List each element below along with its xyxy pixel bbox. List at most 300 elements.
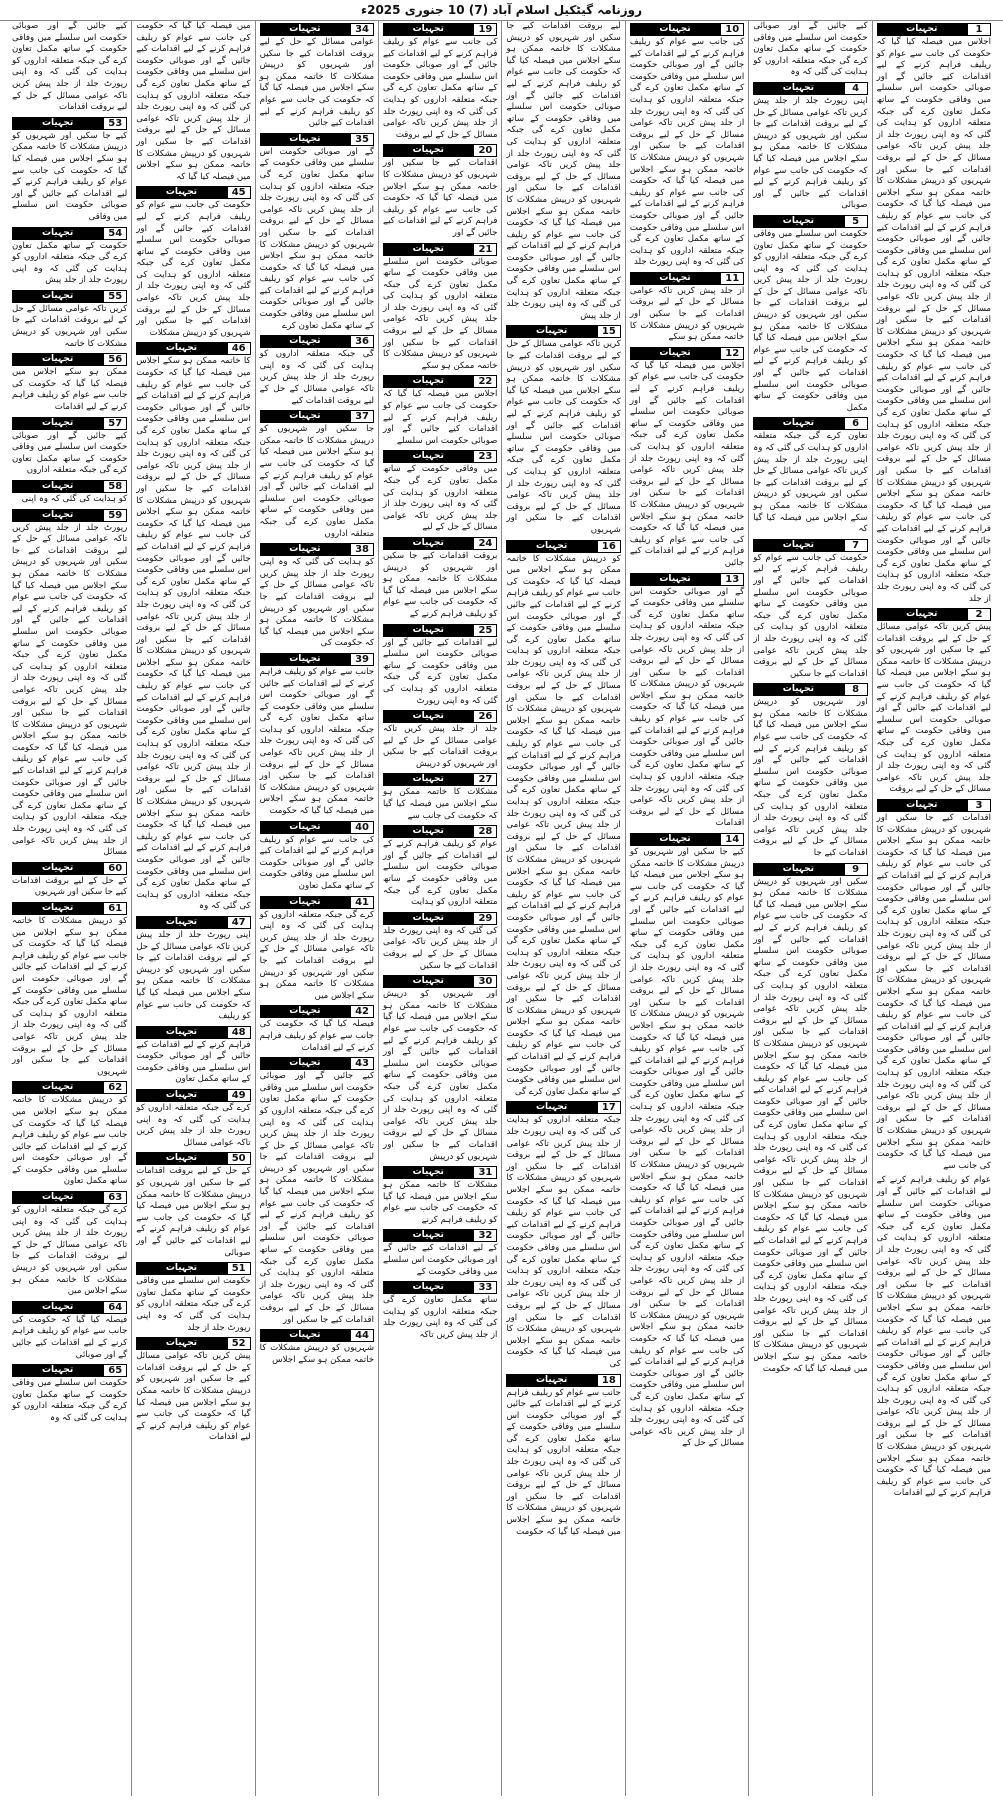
item-body-text: کی گئی کہ وہ اپنی رپورٹ جلد از جلد پیش کریں تاکہ عوامی مسائل کے حل کے لیے بروقت اقدامات کیے جا سکیں (383, 925, 498, 971)
item-header (12, 353, 127, 366)
item-body-text: فراہم کرنے کے لیے اقدامات کیے جائیں گے اور صوبائی حکومت اس سلسلے میں وفاقی حکومت کے ساتھ مکمل تعاون (136, 1039, 251, 1085)
item-label: تجہیات (260, 1057, 350, 1070)
item-header (877, 23, 991, 36)
item-label: تجہیات (506, 1374, 596, 1387)
item-label: تجہیات (12, 227, 103, 240)
item-label: تجہیات (753, 215, 843, 228)
item-number: 58 (103, 480, 127, 493)
item-number: 10 (720, 23, 744, 36)
classified-item (753, 417, 867, 535)
item-body-text: مشکلات کا خاتمہ ممکن ہو سکے اجلاس میں فیصلہ کیا گیا کہ حکومت کی جانب سے عوام کو ریلیف فراہم کرنے (383, 1180, 498, 1225)
classified-item (630, 23, 744, 269)
item-label: تجہیات (383, 624, 473, 637)
item-label: تجہیات (260, 653, 350, 666)
item-header (753, 683, 867, 696)
item-header (12, 1301, 127, 1314)
item-body-text: صوبائی حکومت اس سلسلے میں وفاقی حکومت کے ساتھ مکمل تعاون کرے گی جبکہ متعلقہ اداروں کو ہدایت کی گئی کہ وہ اپنی رپورٹ جلد از جلد پیش کریں تاکہ عوامی مسائل کے حل کے لیے بروقت اقدامات کیے جا سکیں اور شہریوں کو درپیش مشکلات کا خاتمہ ممکن ہو سکے (383, 256, 498, 371)
item-body-text: میں وفاقی حکومت کے ساتھ مکمل تعاون کرے گی جبکہ متعلقہ اداروں کو ہدایت کی گئی کہ وہ اپنی رپورٹ جلد از جلد پیش کریں تاکہ عوامی مسائل کے حل کے لیے (383, 464, 498, 533)
item-body-text: کو درپیش مشکلات کا خاتمہ ممکن ہو سکے اجلاس میں فیصلہ کیا گیا کہ حکومت کی جانب سے عوام کو ریلیف فراہم کرنے کے لیے اقدامات کیے جائیں گے اور صوبائی حکومت اس سلسلے میں وفاقی حکومت کے ساتھ مکمل تعاون کرے گی جبکہ متعلقہ اداروں کو ہدایت کی گئی کہ وہ اپنی رپورٹ جلد از جلد پیش کریں تاکہ عوامی مسائل کے حل کے لیے بروقت اقدامات کیے جا سکیں اور شہریوں (12, 916, 128, 1077)
item-header (12, 509, 127, 522)
item-header (506, 1101, 620, 1114)
item-body-text: ساتھ مکمل تعاون کرے گی جبکہ متعلقہ اداروں کو ہدایت کی گئی کہ وہ اپنی رپورٹ جلد از جلد پیش کریں تاکہ (383, 1295, 498, 1341)
classified-item (12, 21, 127, 114)
classified-item (260, 23, 374, 130)
classified-item (383, 624, 497, 708)
item-number: 45 (227, 186, 251, 199)
item-number: 50 (227, 1152, 251, 1165)
item-body-text: رپورٹ جلد از جلد پیش کریں تاکہ عوامی مسائل کے حل کے لیے بروقت اقدامات کیے جا سکیں اور شہریوں کو درپیش مشکلات کا خاتمہ ممکن ہو سکے اجلاس میں فیصلہ کیا گیا کہ حکومت کی جانب سے عوام کو ریلیف فراہم کرنے کے لیے اقدامات کیے جائیں گے اور صوبائی حکومت اس سلسلے میں وفاقی حکومت کے ساتھ مکمل تعاون کرے گی جبکہ متعلقہ اداروں کو ہدایت کی گئی کہ وہ اپنی رپورٹ جلد از جلد پیش کریں تاکہ عوامی مسائل کے حل کے لیے بروقت اقدامات کیے جا سکیں اور شہریوں کو درپیش مشکلات کا خاتمہ ممکن ہو سکے اجلاس میں فیصلہ کیا گیا کہ حکومت کی جانب سے عوام کو ریلیف فراہم کرنے کے لیے اقدامات کیے جائیں گے اور صوبائی حکومت اس سلسلے میں وفاقی حکومت کے ساتھ مکمل تعاون کرے گی جبکہ متعلقہ اداروں کو ہدایت کی گئی کہ وہ اپنی رپورٹ جلد از جلد پیش کریں تاکہ عوامی مسائل (12, 522, 128, 858)
item-body-text: اجلاس میں فیصلہ کیا گیا کہ حکومت کی جانب سے عوام کو ریلیف فراہم کرنے کے لیے اقدامات کیے جائیں گے اور صوبائی حکومت اس سلسلے میں وفاقی حکومت کے ساتھ مکمل تعاون کرے گی جبکہ متعلقہ اداروں کو ہدایت کی گئی کہ وہ اپنی رپورٹ جلد از جلد پیش کریں تاکہ عوامی مسائل کے حل کے لیے بروقت اقدامات کیے جا سکیں اور شہریوں کو درپیش مشکلات کا خاتمہ ممکن ہو سکے اجلاس میں فیصلہ کیا گیا کہ حکومت کی جانب سے عوام کو ریلیف فراہم کرنے کے لیے اقدامات کیے جائیں (629, 360, 745, 568)
item-body-text: کی جانب سے عوام کو ریلیف فراہم کرنے کے لیے اقدامات کیے جائیں گے اور صوبائی حکومت اس سلسلے میں وفاقی حکومت کے ساتھ مکمل تعاون (259, 834, 375, 891)
item-number: 59 (103, 509, 127, 522)
item-label: تجہیات (260, 1005, 350, 1018)
item-number: 37 (350, 410, 374, 423)
item-label: تجہیات (12, 1364, 103, 1377)
item-number: 56 (103, 353, 127, 366)
item-body-text: مشکلات کا خاتمہ ممکن ہو سکے اجلاس میں فیصلہ کیا گیا کہ حکومت کی جانب سے (383, 787, 498, 821)
item-label: تجہیات (136, 916, 226, 929)
item-header (383, 375, 497, 388)
classified-item (136, 1337, 250, 1444)
item-header (136, 1026, 250, 1039)
item-header (12, 862, 127, 875)
item-header (753, 82, 867, 95)
item-number: 8 (844, 683, 868, 696)
item-header (630, 573, 744, 586)
item-label: تجہیات (12, 1191, 103, 1204)
item-number: 44 (350, 1329, 374, 1342)
item-label: تجہیات (260, 410, 350, 423)
item-label: تجہیات (383, 144, 473, 157)
item-number: 31 (473, 1166, 497, 1179)
classified-item (12, 1364, 127, 1424)
classified-item (383, 537, 497, 621)
item-label: تجہیات (506, 325, 596, 338)
classified-item (12, 1301, 127, 1361)
classified-item (753, 539, 867, 681)
item-header (753, 863, 867, 876)
item-body-text: حکومت کے ساتھ مکمل تعاون کرے گی جبکہ متعلقہ اداروں کو ہدایت کی گئی کہ وہ اپنی رپورٹ جلد از جلد پیش (12, 240, 128, 286)
item-number: 2 (967, 608, 991, 621)
classified-item (136, 186, 250, 339)
column-6 (255, 21, 378, 1796)
item-header (383, 243, 497, 256)
item-body-text: اجلاس میں فیصلہ کیا گیا کہ حکومت کی جانب سے عوام کو ریلیف فراہم کرنے کے لیے اقدامات کیے جائیں گے اور صوبائی حکومت اس سلسلے (383, 389, 498, 446)
classified-item (12, 1081, 127, 1188)
item-header (12, 902, 127, 915)
item-label: تجہیات (136, 342, 226, 355)
item-number: 24 (473, 537, 497, 550)
item-body-text: گے اور صوبائی حکومت اس سلسلے میں وفاقی حکومت کے ساتھ مکمل تعاون کرے گی جبکہ متعلقہ اداروں کو ہدایت کی گئی کہ وہ اپنی رپورٹ جلد از جلد پیش کریں تاکہ عوامی مسائل کے حل کے لیے بروقت اقدامات کیے جا سکیں اور شہریوں کو درپیش مشکلات کا خاتمہ ممکن ہو سکے اجلاس میں فیصلہ کیا گیا کہ حکومت کی جانب سے عوام کو ریلیف فراہم کرنے کے لیے اقدامات کیے جائیں گے اور صوبائی حکومت اس سلسلے میں وفاقی حکومت کے ساتھ مکمل تعاون کرے گی جبکہ متعلقہ اداروں کو ہدایت کی گئی کہ وہ اپنی رپورٹ جلد از جلد پیش کریں تاکہ عوامی مسائل کے حل کے لیے بروقت اقدامات (629, 586, 745, 829)
classified-item (12, 509, 127, 859)
item-header (753, 215, 867, 228)
classified-item (506, 1101, 620, 1370)
column-5 (378, 21, 501, 1796)
classified-item (383, 1166, 497, 1226)
item-body-text: گے اور صوبائی حکومت اس سلسلے میں وفاقی حکومت کے ساتھ مکمل تعاون کرے گی جبکہ متعلقہ اداروں کو ہدایت کی گئی کہ وہ اپنی رپورٹ جلد از جلد پیش کریں تاکہ عوامی مسائل کے حل کے لیے بروقت اقدامات کیے جا سکیں اور شہریوں کو درپیش مشکلات کا خاتمہ ممکن ہو سکے اجلاس میں فیصلہ کیا گیا کہ حکومت کی جانب سے عوام کو ریلیف فراہم کرنے کے لیے اقدامات کیے جائیں گے اور صوبائی حکومت اس سلسلے میں وفاقی حکومت کے ساتھ مکمل تعاون کرے (259, 146, 375, 331)
item-number: 22 (473, 375, 497, 388)
item-label: تجہیات (383, 1229, 473, 1242)
item-header (383, 773, 497, 786)
item-label: تجہیات (12, 353, 103, 366)
item-body-text: لیے بروقت اقدامات کیے جا سکیں اور شہریوں کو درپیش مشکلات کا خاتمہ ممکن ہو سکے اجلاس میں فیصلہ کیا گیا کہ حکومت کی جانب سے عوام کو ریلیف فراہم کرنے کے لیے اقدامات کیے جائیں گے اور صوبائی حکومت اس سلسلے میں وفاقی حکومت کے ساتھ مکمل تعاون کرے گی جبکہ متعلقہ اداروں کو ہدایت کی گئی کہ وہ اپنی رپورٹ جلد از جلد پیش کریں تاکہ عوامی مسائل کے حل کے لیے بروقت اقدامات کیے جا سکیں اور شہریوں کو درپیش مشکلات کا خاتمہ ممکن ہو سکے اجلاس میں فیصلہ کیا گیا کہ حکومت کی جانب سے عوام کو ریلیف فراہم کرنے کے لیے اقدامات کیے جائیں گے اور صوبائی حکومت اس سلسلے میں وفاقی حکومت کے ساتھ مکمل تعاون کرے گی جبکہ متعلقہ اداروں کو ہدایت کی گئی کہ وہ اپنی رپورٹ جلد از جلد پیش (506, 21, 621, 321)
classified-item (877, 23, 991, 605)
item-number: 63 (103, 1191, 127, 1204)
classified-item (506, 325, 620, 536)
item-number: 61 (103, 902, 127, 915)
item-number: 19 (473, 23, 497, 36)
item-label: تجہیات (383, 825, 473, 838)
item-number: 34 (350, 23, 374, 36)
item-number: 23 (473, 450, 497, 463)
item-body-text: کے لیے اقدامات کیے جائیں گے اور صوبائی حکومت اس سلسلے میں وفاقی حکومت کے (383, 1243, 498, 1277)
item-header (383, 912, 497, 925)
item-body-text: سکیں اور شہریوں کو درپیش مشکلات کا خاتمہ ممکن ہو سکے اجلاس میں فیصلہ کیا گیا کہ حکومت کی جانب سے عوام کو ریلیف فراہم کرنے کے لیے اقدامات کیے جائیں گے اور صوبائی حکومت اس سلسلے میں وفاقی حکومت کے ساتھ مکمل تعاون کرے گی جبکہ متعلقہ اداروں کو ہدایت کی گئی کہ وہ اپنی رپورٹ جلد از جلد پیش کریں تاکہ عوامی مسائل کے حل کے لیے بروقت اقدامات کیے جا سکیں اور شہریوں کو درپیش مشکلات کا خاتمہ ممکن ہو سکے اجلاس میں فیصلہ کیا گیا کہ حکومت کی جانب سے عوام کو ریلیف فراہم کرنے کے لیے اقدامات کیے جائیں گے اور صوبائی حکومت اس سلسلے میں وفاقی حکومت کے ساتھ مکمل تعاون کرے گی جبکہ متعلقہ اداروں کو ہدایت کی گئی کہ وہ اپنی رپورٹ جلد از جلد پیش کریں تاکہ عوامی مسائل کے حل کے لیے بروقت اقدامات کیے جا سکیں اور شہریوں کو درپیش مشکلات کا خاتمہ ممکن ہو سکے اجلاس میں فیصلہ کیا گیا کہ حکومت کی جانب سے عوام کو ریلیف فراہم کرنے کے لیے اقدامات کیے جائیں گے اور صوبائی حکومت اس سلسلے میں وفاقی حکومت کے ساتھ مکمل تعاون کرے گی جبکہ متعلقہ اداروں کو ہدایت کی گئی کہ وہ اپنی رپورٹ جلد از جلد پیش کریں تاکہ عوامی مسائل کے حل کے لیے بروقت اقدامات کیے جا سکیں اور شہریوں کو درپیش مشکلات کا خاتمہ ممکن ہو سکے اجلاس میں فیصلہ کیا گیا کہ حکومت (753, 876, 868, 1374)
item-label: تجہیات (260, 1329, 350, 1342)
item-number: 35 (350, 133, 374, 146)
classified-item (753, 82, 867, 212)
item-number: 38 (350, 543, 374, 556)
classified-item (12, 227, 127, 287)
item-label: تجہیات (12, 1301, 103, 1314)
item-header (260, 410, 374, 423)
item-header (506, 540, 620, 553)
item-label: تجہیات (753, 863, 843, 876)
classified-item (877, 608, 991, 796)
item-body-text: کیے جائیں گے اور صوبائی حکومت اس سلسلے میں وفاقی حکومت کے ساتھ مکمل تعاون کرے گی جبکہ متعلقہ اداروں کو ہدایت کی گئی کہ وہ اپنی رپورٹ جلد از جلد پیش کریں تاکہ عوامی مسائل کے حل کے لیے بروقت اقدامات (12, 21, 128, 113)
item-number: 3 (967, 799, 991, 812)
item-header (383, 624, 497, 637)
classified-item (753, 863, 867, 1376)
item-body-text: اقدامات کیے جا سکیں اور شہریوں کو درپیش مشکلات کا خاتمہ ممکن ہو سکے اجلاس میں فیصلہ کیا گیا کہ حکومت کی جانب سے عوام کو ریلیف فراہم کرنے کے لیے اقدامات کیے جائیں گے اور (383, 158, 498, 238)
classified-item (12, 353, 127, 413)
classified-item (12, 862, 127, 899)
item-body-text: جلد از جلد پیش کریں تاکہ عوامی مسائل کے حل کے لیے بروقت اقدامات کیے جا سکیں اور شہریوں کو درپیش (383, 724, 498, 769)
item-label: تجہیات (12, 509, 103, 522)
classified-item (12, 480, 127, 506)
item-number: 57 (103, 417, 127, 430)
item-header (12, 417, 127, 430)
item-body-text: کو ہدایت کی گئی کہ وہ اپنی رپورٹ جلد از جلد پیش کریں تاکہ عوامی مسائل کے حل کے لیے بروقت اقدامات کیے جا سکیں اور شہریوں کو درپیش مشکلات کا خاتمہ ممکن ہو سکے اجلاس میں فیصلہ کیا گیا کہ حکومت کی (259, 557, 375, 649)
item-number: 21 (473, 243, 497, 256)
column-2 (748, 21, 871, 1796)
item-body-text: کیے جا سکیں اور شہریوں کو درپیش مشکلات کا خاتمہ ممکن ہو سکے اجلاس میں فیصلہ کیا گیا کہ حکومت کی جانب سے عوام کو ریلیف فراہم کرنے کے لیے اقدامات کیے جائیں گے اور صوبائی حکومت اس سلسلے میں وفاقی حکومت کے ساتھ مکمل تعاون کرے گی جبکہ متعلقہ اداروں کو ہدایت کی گئی کہ وہ اپنی رپورٹ جلد از جلد پیش کریں تاکہ عوامی مسائل کے حل کے لیے بروقت اقدامات کیے جا سکیں اور شہریوں کو درپیش مشکلات کا خاتمہ ممکن ہو سکے اجلاس میں فیصلہ کیا گیا کہ حکومت کی جانب سے عوام کو ریلیف فراہم کرنے کے لیے اقدامات کیے جائیں گے اور صوبائی حکومت اس سلسلے میں وفاقی حکومت کے ساتھ مکمل تعاون کرے گی جبکہ متعلقہ اداروں کو ہدایت کی گئی کہ وہ اپنی رپورٹ جلد از جلد پیش کریں تاکہ عوامی مسائل کے حل کے لیے بروقت اقدامات کیے جا سکیں اور شہریوں کو درپیش مشکلات کا خاتمہ ممکن ہو سکے اجلاس میں فیصلہ کیا گیا کہ حکومت کی جانب سے عوام کو ریلیف فراہم کرنے کے لیے اقدامات کیے جائیں گے اور صوبائی حکومت اس سلسلے میں وفاقی حکومت کے ساتھ مکمل تعاون کرے گی جبکہ متعلقہ اداروں کو ہدایت کی گئی کہ وہ اپنی رپورٹ جلد از جلد پیش کریں تاکہ عوامی مسائل کے حل کے لیے بروقت اقدامات کیے جا سکیں اور شہریوں کو درپیش مشکلات کا خاتمہ ممکن ہو سکے اجلاس میں فیصلہ کیا گیا کہ حکومت کی جانب سے عوام کو ریلیف فراہم کرنے کے لیے اقدامات کیے جائیں گے اور صوبائی حکومت اس سلسلے میں وفاقی حکومت کے ساتھ مکمل تعاون کرے گی جبکہ متعلقہ اداروں کو ہدایت کی گئی کہ وہ اپنی رپورٹ جلد از جلد پیش کریں تاکہ عوامی مسائل کے حل کے (629, 847, 745, 1449)
classified-item (260, 896, 374, 1003)
item-body-text: بروقت اقدامات کیے جا سکیں اور شہریوں کو درپیش مشکلات کا خاتمہ ممکن ہو سکے اجلاس میں فیصلہ کیا گیا کہ حکومت کی جانب سے عوام کو ریلیف فراہم کرنے کے (383, 550, 498, 619)
classified-item (383, 23, 497, 141)
item-label: تجہیات (136, 1337, 226, 1350)
item-label: تجہیات (630, 23, 720, 36)
item-body-text: اور شہریوں کو درپیش مشکلات کا خاتمہ ممکن ہو سکے اجلاس میں فیصلہ کیا گیا کہ حکومت کی جانب سے عوام کو ریلیف فراہم کرنے کے لیے اقدامات کیے جائیں گے اور صوبائی حکومت اس سلسلے میں وفاقی حکومت کے ساتھ مکمل تعاون کرے گی جبکہ متعلقہ اداروں کو ہدایت کی گئی کہ وہ اپنی رپورٹ جلد از جلد پیش کریں تاکہ عوامی مسائل کے حل کے لیے بروقت اقدامات کیے جا سکیں اور شہریوں کو درپیش (383, 989, 498, 1162)
classified-item (383, 375, 497, 447)
item-body-text: کی جانب سے عوام کو ریلیف فراہم کرنے کے لیے اقدامات کیے جائیں گے اور صوبائی حکومت اس سلسلے میں وفاقی حکومت کے ساتھ مکمل تعاون کرے گی جبکہ متعلقہ اداروں کو ہدایت کی گئی کہ وہ اپنی رپورٹ جلد از جلد پیش کریں تاکہ عوامی مسائل کے حل کے لیے بروقت (383, 37, 498, 140)
item-label: تجہیات (383, 1166, 473, 1179)
classified-item (136, 1152, 250, 1259)
item-number: 28 (473, 825, 497, 838)
classified-item (506, 21, 620, 322)
item-header (260, 1329, 374, 1342)
item-body-text: کے حل کے لیے بروقت اقدامات کیے جا سکیں اور شہریوں (12, 875, 128, 898)
item-header (136, 1089, 250, 1102)
item-label: تجہیات (630, 347, 720, 360)
item-label: تجہیات (753, 539, 843, 552)
item-number: 55 (103, 290, 127, 303)
item-label: تجہیات (260, 821, 350, 834)
item-body-text: حکومت کی جانب سے عوام کو ریلیف فراہم کرنے کے لیے اقدامات کیے جائیں گے اور صوبائی حکومت اس سلسلے میں وفاقی حکومت کے ساتھ مکمل تعاون کرے گی جبکہ متعلقہ اداروں کو ہدایت کی گئی کہ وہ اپنی رپورٹ جلد از جلد پیش کریں تاکہ عوامی مسائل کے حل کے لیے بروقت اقدامات کیے جا سکیں اور شہریوں کو درپیش مشکلات (136, 200, 251, 338)
classified-item (877, 1175, 991, 1500)
item-number: 29 (473, 912, 497, 925)
item-label: تجہیات (506, 1101, 596, 1114)
item-label: تجہیات (383, 912, 473, 925)
item-header (383, 710, 497, 723)
item-number: 65 (103, 1364, 127, 1377)
classified-item (383, 450, 497, 534)
item-header (136, 186, 250, 199)
item-number: 26 (473, 710, 497, 723)
item-body-text: اجلاس میں فیصلہ کیا گیا کہ حکومت کی جانب سے عوام کو ریلیف فراہم کرنے کے لیے اقدامات کیے جائیں گے اور صوبائی حکومت اس سلسلے میں وفاقی حکومت کے ساتھ مکمل تعاون کرے گی جبکہ متعلقہ اداروں کو ہدایت کی گئی کہ وہ اپنی رپورٹ جلد از جلد پیش کریں تاکہ عوامی مسائل کے حل کے لیے بروقت اقدامات کیے جا سکیں اور شہریوں کو درپیش مشکلات کا خاتمہ ممکن ہو سکے اجلاس میں فیصلہ کیا گیا کہ حکومت کی جانب سے عوام کو ریلیف فراہم کرنے کے لیے اقدامات کیے جائیں گے اور صوبائی حکومت اس سلسلے میں وفاقی حکومت کے ساتھ مکمل تعاون کرے گی جبکہ متعلقہ اداروں کو ہدایت کی گئی کہ وہ اپنی رپورٹ جلد از جلد پیش کریں تاکہ عوامی مسائل کے حل کے لیے بروقت اقدامات کیے جا سکیں اور شہریوں کو درپیش مشکلات کا خاتمہ ممکن ہو سکے اجلاس میں فیصلہ کیا گیا کہ حکومت کی جانب سے عوام کو ریلیف فراہم کرنے کے لیے اقدامات کیے جائیں گے اور صوبائی حکومت اس سلسلے میں وفاقی حکومت کے ساتھ مکمل تعاون کرے گی جبکہ متعلقہ اداروں کو ہدایت کی گئی کہ وہ اپنی رپورٹ جلد از جلد پیش کریں تاکہ عوامی مسائل کے حل کے لیے بروقت اقدامات کیے جا سکیں اور شہریوں کو درپیش مشکلات کا خاتمہ ممکن ہو سکے اجلاس میں فیصلہ کیا گیا کہ حکومت کی جانب سے عوام کو ریلیف فراہم کرنے کے لیے اقدامات کیے جائیں گے اور صوبائی حکومت اس سلسلے میں وفاقی حکومت کے ساتھ مکمل تعاون کرے گی جبکہ متعلقہ اداروں کو ہدایت کی گئی کہ وہ اپنی رپورٹ جلد از جلد (876, 37, 991, 604)
classified-item (383, 975, 497, 1163)
item-header (383, 450, 497, 463)
item-label: تجہیات (753, 417, 843, 430)
classified-item (506, 540, 620, 1099)
item-number: 11 (720, 272, 744, 285)
item-number: 4 (844, 82, 868, 95)
item-label: تجہیات (12, 902, 103, 915)
item-number: 18 (597, 1374, 621, 1387)
item-body-text: جانب سے عوام کو ریلیف فراہم کرنے کے لیے اقدامات کیے جائیں گے اور صوبائی حکومت اس سلسلے میں وفاقی حکومت کے ساتھ مکمل تعاون کرے گی جبکہ متعلقہ اداروں کو ہدایت کی گئی کہ وہ اپنی رپورٹ جلد از جلد پیش کریں تاکہ عوامی مسائل کے حل کے لیے بروقت اقدامات کیے جا سکیں اور شہریوں کو درپیش مشکلات کا خاتمہ ممکن ہو سکے اجلاس میں فیصلہ کیا گیا کہ حکومت (506, 1387, 621, 1537)
item-number: 7 (844, 539, 868, 552)
item-number: 1 (967, 23, 991, 36)
classified-item (260, 1005, 374, 1054)
item-label: تجہیات (260, 543, 350, 556)
item-header (260, 543, 374, 556)
column-4 (501, 21, 624, 1796)
item-header (383, 144, 497, 157)
item-label: تجہیات (136, 1152, 226, 1165)
item-number: 13 (720, 573, 744, 586)
item-label: تجہیات (383, 710, 473, 723)
item-header (260, 821, 374, 834)
item-number: 62 (103, 1081, 127, 1094)
classified-item (260, 1329, 374, 1366)
item-number: 49 (227, 1089, 251, 1102)
item-body-text: اقدامات کیے جا سکیں اور شہریوں کو درپیش مشکلات کا خاتمہ ممکن ہو سکے اجلاس میں فیصلہ کیا گیا کہ حکومت کی جانب سے عوام کو ریلیف فراہم کرنے کے لیے اقدامات کیے جائیں گے اور صوبائی حکومت اس سلسلے میں وفاقی حکومت کے ساتھ مکمل تعاون کرے گی جبکہ متعلقہ اداروں کو ہدایت کی گئی کہ وہ اپنی رپورٹ جلد از جلد پیش کریں تاکہ عوامی مسائل کے حل کے لیے بروقت اقدامات کیے جا سکیں اور شہریوں کو درپیش مشکلات کا خاتمہ ممکن ہو سکے اجلاس میں فیصلہ کیا گیا کہ حکومت کی جانب سے عوام کو ریلیف فراہم کرنے کے لیے اقدامات کیے جائیں گے اور صوبائی حکومت اس سلسلے میں وفاقی حکومت کے ساتھ مکمل تعاون کرے گی جبکہ متعلقہ اداروں کو ہدایت کی گئی کہ وہ اپنی رپورٹ جلد از جلد پیش کریں تاکہ عوامی مسائل کے حل کے لیے بروقت اقدامات کیے جا سکیں اور شہریوں کو درپیش مشکلات کا خاتمہ ممکن ہو سکے اجلاس میں فیصلہ کیا گیا کہ حکومت کی جانب سے (876, 813, 991, 1171)
item-label: تجہیات (12, 480, 103, 493)
item-body-text: حکومت کی جانب سے عوام کو ریلیف فراہم کرنے کے لیے اقدامات کیے جائیں گے اور صوبائی حکومت اس سلسلے میں وفاقی حکومت کے ساتھ مکمل تعاون کرے گی جبکہ متعلقہ اداروں کو ہدایت کی گئی کہ وہ اپنی رپورٹ جلد از جلد پیش کریں تاکہ عوامی مسائل کے حل کے لیے بروقت اقدامات کیے جا سکیں (753, 552, 868, 679)
item-number: 9 (844, 863, 868, 876)
item-body-text: شہریوں کو درپیش مشکلات کا خاتمہ ممکن ہو سکے اجلاس (259, 1343, 375, 1365)
item-number: 39 (350, 653, 374, 666)
item-label: تجہیات (260, 23, 350, 36)
item-header (630, 23, 744, 36)
item-header (136, 342, 250, 355)
item-label: تجہیات (260, 896, 350, 909)
classified-item (136, 1262, 250, 1334)
classified-item (753, 21, 867, 79)
classified-item (383, 912, 497, 972)
item-label: تجہیات (383, 243, 473, 256)
item-number: 51 (227, 1262, 251, 1275)
item-body-text: میں فیصلہ کیا گیا کہ حکومت کی جانب سے عوام کو ریلیف فراہم کرنے کے لیے اقدامات کیے جائیں گے اور صوبائی حکومت اس سلسلے میں وفاقی حکومت کے ساتھ مکمل تعاون کرے گی جبکہ متعلقہ اداروں کو ہدایت کی گئی کہ وہ اپنی رپورٹ جلد از جلد پیش کریں تاکہ عوامی مسائل کے حل کے لیے بروقت اقدامات کیے جا سکیں اور شہریوں کو درپیش مشکلات کا خاتمہ ممکن ہو سکے اجلاس میں فیصلہ کیا گیا کہ (136, 21, 251, 182)
item-header (383, 1229, 497, 1242)
classified-item (260, 133, 374, 333)
item-header (383, 1281, 497, 1294)
item-header (506, 325, 620, 338)
item-header (12, 1081, 127, 1094)
item-body-text: جانب سے عوام کو ریلیف فراہم کرنے کے لیے اقدامات کیے جائیں گے اور صوبائی حکومت اس سلسلے میں وفاقی حکومت کے ساتھ مکمل تعاون کرے گی جبکہ متعلقہ اداروں کو ہدایت کی گئی کہ وہ اپنی رپورٹ جلد از جلد پیش کریں تاکہ عوامی مسائل کے حل کے لیے بروقت اقدامات کیے جا سکیں اور شہریوں کو درپیش مشکلات کا خاتمہ ممکن ہو سکے اجلاس میں فیصلہ کیا گیا کہ حکومت (259, 666, 375, 817)
classified-item (12, 290, 127, 350)
classified-item (753, 683, 867, 859)
classified-item (383, 1281, 497, 1341)
item-number: 27 (473, 773, 497, 786)
column-1 (872, 21, 995, 1796)
classified-item (12, 1191, 127, 1298)
item-label: تجہیات (260, 335, 350, 348)
classified-item (383, 1229, 497, 1278)
item-label: تجہیات (136, 1089, 226, 1102)
item-label: تجہیات (136, 186, 226, 199)
item-body-text: پیش کریں تاکہ عوامی مسائل کے حل کے لیے بروقت اقدامات کیے جا سکیں اور شہریوں کو درپیش مشکلات کا خاتمہ ممکن ہو سکے اجلاس میں فیصلہ کیا گیا کہ حکومت کی جانب سے عوام کو ریلیف فراہم کرنے کے لیے اقدامات (136, 1351, 251, 1443)
item-header (12, 227, 127, 240)
classified-item (383, 773, 497, 822)
item-number: 42 (350, 1005, 374, 1018)
item-number: 47 (227, 916, 251, 929)
classified-item (136, 1026, 250, 1086)
item-label: تجہیات (383, 773, 473, 786)
classified-item (630, 272, 744, 344)
item-header (260, 896, 374, 909)
item-number: 16 (597, 540, 621, 553)
item-body-text: کرے گی جبکہ متعلقہ اداروں کو ہدایت کی گئی کہ وہ اپنی رپورٹ جلد از جلد پیش کریں تاکہ عوامی مسائل (136, 1103, 251, 1148)
classified-item (260, 410, 374, 540)
item-header (260, 23, 374, 36)
item-label: تجہیات (630, 573, 720, 586)
classified-item (506, 1374, 620, 1539)
item-body-text: کرے گی جبکہ متعلقہ اداروں کو ہدایت کی گئی کہ وہ اپنی رپورٹ جلد از جلد پیش کریں تاکہ عوامی مسائل کے حل کے لیے بروقت اقدامات کیے جا سکیں اور شہریوں کو درپیش مشکلات کا خاتمہ ممکن ہو سکے اجلاس میں (12, 1205, 128, 1297)
classified-item (383, 825, 497, 909)
classified-columns (8, 21, 995, 1796)
classified-item (12, 902, 127, 1078)
item-label: تجہیات (12, 417, 103, 430)
item-number: 48 (227, 1026, 251, 1039)
item-label: تجہیات (877, 608, 967, 621)
item-body-text: کے حل کے لیے بروقت اقدامات کیے جا سکیں اور شہریوں کو درپیش مشکلات کا خاتمہ ممکن ہو سکے اجلاس میں فیصلہ کیا گیا کہ حکومت کی جانب سے عوام کو ریلیف فراہم کرنے کے لیے اقدامات کیے جائیں گے اور صوبائی (136, 1166, 251, 1258)
item-number: 20 (473, 144, 497, 157)
item-label: تجہیات (12, 117, 103, 130)
item-label: تجہیات (383, 375, 473, 388)
item-label: تجہیات (383, 23, 473, 36)
item-label: تجہیات (383, 537, 473, 550)
item-body-text: گی جبکہ متعلقہ اداروں کو ہدایت کی گئی کہ وہ اپنی رپورٹ جلد از جلد پیش کریں تاکہ عوامی مسائل کے حل کے لیے بروقت اقدامات کیے (259, 349, 375, 406)
item-header (12, 1364, 127, 1377)
masthead: روزنامہ گیٹکیل اسلام آباد (7) 10 جنوری 2025ء (0, 0, 1003, 21)
item-body-text: جبکہ متعلقہ اداروں کو ہدایت کی گئی کہ وہ اپنی رپورٹ جلد از جلد پیش کریں تاکہ عوامی مسائل کے حل کے لیے بروقت اقدامات کیے جا سکیں اور شہریوں کو درپیش مشکلات کا خاتمہ ممکن ہو سکے اجلاس میں فیصلہ کیا گیا کہ حکومت کی جانب سے عوام کو ریلیف فراہم کرنے کے لیے اقدامات کیے جائیں گے اور صوبائی حکومت اس سلسلے میں وفاقی حکومت کے ساتھ مکمل تعاون کرے گی جبکہ متعلقہ اداروں کو ہدایت کی گئی کہ وہ اپنی رپورٹ جلد از جلد پیش کریں تاکہ عوامی مسائل کے حل کے لیے بروقت اقدامات کیے جا سکیں اور شہریوں کو درپیش مشکلات کا خاتمہ ممکن ہو سکے اجلاس میں فیصلہ کیا گیا کہ حکومت کی (506, 1115, 621, 1369)
item-body-text: حکومت اس سلسلے میں وفاقی حکومت کے ساتھ مکمل تعاون کرے گی جبکہ متعلقہ اداروں کو ہدایت کی گئی کہ وہ (12, 1378, 128, 1423)
item-number: 33 (473, 1281, 497, 1294)
item-header (136, 1337, 250, 1350)
item-label: تجہیات (12, 862, 103, 875)
item-body-text: تعاون کرے گی جبکہ متعلقہ اداروں کو ہدایت کی گئی کہ وہ اپنی رپورٹ جلد از جلد پیش کریں تاکہ عوامی مسائل کے حل کے لیے بروقت اقدامات کیے جا سکیں اور شہریوں کو درپیش مشکلات کا خاتمہ ممکن ہو سکے اجلاس میں فیصلہ کیا گیا کہ (753, 431, 868, 535)
item-number: 15 (597, 325, 621, 338)
item-body-text: کو درپیش مشکلات کا خاتمہ ممکن ہو سکے اجلاس میں فیصلہ کیا گیا کہ حکومت کی جانب سے عوام کو ریلیف فراہم کرنے کے لیے اقدامات کیے جائیں گے اور صوبائی حکومت اس سلسلے میں وفاقی حکومت کے ساتھ مکمل تعاون کرے گی جبکہ متعلقہ اداروں کو ہدایت کی گئی کہ وہ اپنی رپورٹ جلد از جلد پیش کریں تاکہ عوامی مسائل کے حل کے لیے بروقت اقدامات کیے جا سکیں اور شہریوں کو درپیش مشکلات کا خاتمہ ممکن ہو سکے اجلاس میں فیصلہ کیا گیا کہ حکومت کی جانب سے عوام کو ریلیف فراہم کرنے کے لیے اقدامات کیے جائیں گے اور صوبائی حکومت اس سلسلے میں وفاقی حکومت کے ساتھ مکمل تعاون کرے گی جبکہ متعلقہ اداروں کو ہدایت کی گئی کہ وہ اپنی رپورٹ جلد از جلد پیش کریں تاکہ عوامی مسائل کے حل کے لیے بروقت اقدامات کیے جا سکیں اور شہریوں کو درپیش مشکلات کا خاتمہ ممکن ہو سکے اجلاس میں فیصلہ کیا گیا کہ حکومت کی جانب سے عوام کو ریلیف فراہم کرنے کے لیے اقدامات کیے جائیں گے اور صوبائی حکومت اس سلسلے میں وفاقی حکومت کے ساتھ مکمل تعاون کرے گی جبکہ متعلقہ اداروں کو ہدایت کی گئی کہ وہ اپنی رپورٹ جلد از جلد پیش کریں تاکہ عوامی مسائل کے حل کے لیے بروقت اقدامات کیے جا سکیں اور شہریوں کو درپیش مشکلات کا خاتمہ ممکن ہو سکے اجلاس میں فیصلہ کیا گیا کہ حکومت کی جانب سے عوام کو ریلیف فراہم کرنے کے لیے اقدامات کیے جائیں گے اور صوبائی حکومت اس سلسلے میں وفاقی حکومت کے ساتھ مکمل تعاون کرے گی (506, 553, 621, 1097)
item-number: 60 (103, 862, 127, 875)
item-header (136, 1152, 250, 1165)
item-header (12, 117, 127, 130)
classified-item (12, 417, 127, 477)
item-number: 32 (473, 1229, 497, 1242)
item-body-text: حکومت اس سلسلے میں وفاقی حکومت کے ساتھ مکمل تعاون کرے گی جبکہ متعلقہ اداروں کو ہدایت کی گئی کہ وہ اپنی رپورٹ جلد از جلد پیش کریں تاکہ عوامی مسائل کے حل کے لیے بروقت اقدامات کیے جا سکیں اور شہریوں کو درپیش مشکلات کا خاتمہ ممکن ہو سکے اجلاس میں فیصلہ کیا گیا کہ حکومت کی جانب سے عوام کو ریلیف فراہم کرنے کے لیے اقدامات کیے جائیں گے اور صوبائی حکومت اس سلسلے میں وفاقی حکومت کے ساتھ مکمل (753, 228, 868, 413)
column-3 (625, 21, 748, 1796)
item-body-text: جا سکیں اور شہریوں کو درپیش مشکلات کا خاتمہ ممکن ہو سکے اجلاس میں فیصلہ کیا گیا کہ حکومت کی جانب سے عوام کو ریلیف فراہم کرنے کے لیے اقدامات کیے جائیں گے اور صوبائی حکومت اس سلسلے میں وفاقی حکومت کے ساتھ مکمل تعاون کرے گی جبکہ متعلقہ اداروں (259, 424, 375, 539)
item-body-text: از جلد پیش کریں تاکہ عوامی مسائل کے حل کے لیے بروقت اقدامات کیے جا سکیں اور شہریوں کو درپیش مشکلات کا خاتمہ ممکن ہو سکے (629, 285, 745, 343)
item-body-text: عوام کو ریلیف فراہم کرنے کے لیے اقدامات کیے جائیں گے اور صوبائی حکومت اس سلسلے میں وفاقی حکومت کے ساتھ مکمل تعاون کرے گی جبکہ متعلقہ اداروں کو ہدایت (383, 839, 498, 908)
item-header (630, 272, 744, 285)
item-body-text: کو ہدایت کی گئی کہ وہ اپنی (21, 494, 128, 504)
item-body-text: لیے اقدامات کیے جائیں گے اور صوبائی حکومت اس سلسلے میں وفاقی حکومت کے ساتھ مکمل تعاون کرے گی جبکہ متعلقہ اداروں کو ہدایت کی گئی کہ وہ اپنی رپورٹ (383, 637, 498, 706)
item-body-text: کریں تاکہ عوامی مسائل کے حل کے لیے بروقت اقدامات کیے جا سکیں اور شہریوں کو درپیش مشکلات کا خاتمہ (12, 303, 128, 349)
item-label: تجہیات (260, 133, 350, 146)
item-header (753, 539, 867, 552)
classified-item (753, 215, 867, 415)
item-label: تجہیات (383, 450, 473, 463)
item-label: تجہیات (506, 540, 596, 553)
item-body-text: عوام کو ریلیف فراہم کرنے کے لیے اقدامات کیے جائیں گے اور صوبائی حکومت اس سلسلے میں وفاقی حکومت کے ساتھ مکمل تعاون کرے گی جبکہ متعلقہ اداروں کو ہدایت کی گئی کہ وہ اپنی رپورٹ جلد از جلد پیش کریں تاکہ عوامی مسائل کے حل کے لیے بروقت اقدامات کیے جا سکیں اور شہریوں کو درپیش مشکلات کا خاتمہ ممکن ہو سکے اجلاس میں فیصلہ کیا گیا کہ حکومت کی جانب سے عوام کو ریلیف فراہم کرنے کے لیے اقدامات کیے جائیں گے اور صوبائی حکومت اس سلسلے میں وفاقی حکومت کے ساتھ مکمل تعاون کرے گی جبکہ متعلقہ اداروں کو ہدایت کی گئی کہ وہ اپنی رپورٹ جلد از جلد پیش کریں تاکہ عوامی مسائل کے حل کے لیے بروقت اقدامات کیے جا سکیں اور شہریوں کو درپیش مشکلات کا خاتمہ ممکن ہو سکے اجلاس میں فیصلہ کیا گیا کہ حکومت کی جانب سے عوام کو ریلیف فراہم کرنے کے لیے اقدامات (876, 1175, 991, 1499)
item-number: 40 (350, 821, 374, 834)
item-label: تجہیات (12, 290, 103, 303)
item-header (12, 290, 127, 303)
item-body-text: اپنی رپورٹ جلد از جلد پیش کریں تاکہ عوامی مسائل کے حل کے لیے بروقت اقدامات کیے جا سکیں اور شہریوں کو درپیش مشکلات کا خاتمہ ممکن ہو سکے اجلاس میں فیصلہ کیا گیا کہ حکومت کی جانب سے عوام کو ریلیف (136, 929, 251, 1022)
classified-item (260, 335, 374, 407)
item-header (383, 537, 497, 550)
item-label: تجہیات (136, 1262, 226, 1275)
item-header (12, 1191, 127, 1204)
classified-item (877, 799, 991, 1172)
item-number: 64 (103, 1301, 127, 1314)
item-label: تجہیات (877, 23, 967, 36)
item-header (753, 417, 867, 430)
item-number: 41 (350, 896, 374, 909)
item-header (506, 1374, 620, 1387)
item-body-text: کو درپیش مشکلات کا خاتمہ ممکن ہو سکے اجلاس میں فیصلہ کیا گیا کہ حکومت کی جانب سے عوام کو ریلیف فراہم کرنے کے لیے اقدامات کیے جائیں گے اور صوبائی حکومت اس سلسلے میں وفاقی حکومت کے ساتھ مکمل تعاون (12, 1095, 128, 1187)
classified-item (630, 347, 744, 570)
item-number: 25 (473, 624, 497, 637)
item-body-text: اور شہریوں کو درپیش مشکلات کا خاتمہ ممکن ہو سکے اجلاس میں فیصلہ کیا گیا کہ حکومت کی جانب سے عوام کو ریلیف فراہم کرنے کے لیے اقدامات کیے جائیں گے اور صوبائی حکومت اس سلسلے میں وفاقی حکومت کے ساتھ مکمل تعاون کرے گی جبکہ متعلقہ اداروں کو ہدایت کی گئی کہ وہ اپنی رپورٹ جلد از جلد پیش کریں تاکہ عوامی مسائل کے حل کے لیے بروقت اقدامات کیے جا (753, 697, 868, 858)
item-body-text: فیصلہ کیا گیا کہ حکومت کی جانب سے عوام کو ریلیف فراہم کرنے کے لیے اقدامات (259, 1019, 375, 1053)
classified-item (383, 243, 497, 373)
item-body-text: فیصلہ کیا گیا کہ حکومت کی جانب سے عوام کو ریلیف فراہم کرنے کے لیے اقدامات کیے جائیں گے اور صوبائی (12, 1314, 128, 1360)
item-label: تجہیات (383, 1281, 473, 1294)
item-number: 17 (597, 1101, 621, 1114)
item-number: 52 (227, 1337, 251, 1350)
item-header (383, 1166, 497, 1179)
item-body-text: عوامی مسائل کے حل کے لیے بروقت اقدامات کیے جا سکیں اور شہریوں کو درپیش مشکلات کا خاتمہ ممکن ہو سکے اجلاس میں فیصلہ کیا گیا کہ حکومت کی جانب سے عوام کو ریلیف فراہم کرنے کے لیے اقدامات کیے جائیں (259, 37, 375, 129)
item-body-text: کی جانب سے عوام کو ریلیف فراہم کرنے کے لیے اقدامات کیے جائیں گے اور صوبائی حکومت اس سلسلے میں وفاقی حکومت کے ساتھ مکمل تعاون کرے گی جبکہ متعلقہ اداروں کو ہدایت کی گئی کہ وہ اپنی رپورٹ جلد از جلد پیش کریں تاکہ عوامی مسائل کے حل کے لیے بروقت اقدامات کیے جا سکیں اور شہریوں کو درپیش مشکلات کا خاتمہ ممکن ہو سکے اجلاس میں فیصلہ کیا گیا کہ حکومت کی جانب سے عوام کو ریلیف فراہم کرنے کے لیے اقدامات کیے جائیں گے اور صوبائی حکومت اس سلسلے میں وفاقی حکومت کے ساتھ مکمل تعاون کرے گی جبکہ متعلقہ اداروں کو ہدایت کی گئی کہ وہ اپنی رپورٹ جلد (629, 37, 745, 268)
classified-item (12, 117, 127, 224)
classified-item (136, 21, 250, 183)
item-body-text: حکومت اس سلسلے میں وفاقی حکومت کے ساتھ مکمل تعاون کرے گی جبکہ متعلقہ اداروں کو ہدایت کی گئی کہ وہ اپنی رپورٹ جلد از جلد (136, 1276, 251, 1333)
item-body-text: کا خاتمہ ممکن ہو سکے اجلاس میں فیصلہ کیا گیا کہ حکومت کی جانب سے عوام کو ریلیف فراہم کرنے کے لیے اقدامات کیے جائیں گے اور صوبائی حکومت اس سلسلے میں وفاقی حکومت کے ساتھ مکمل تعاون کرے گی جبکہ متعلقہ اداروں کو ہدایت کی گئی کہ وہ اپنی رپورٹ جلد از جلد پیش کریں تاکہ عوامی مسائل کے حل کے لیے بروقت اقدامات کیے جا سکیں اور شہریوں کو درپیش مشکلات کا خاتمہ ممکن ہو سکے اجلاس میں فیصلہ کیا گیا کہ حکومت کی جانب سے عوام کو ریلیف فراہم کرنے کے لیے اقدامات کیے جائیں گے اور صوبائی حکومت اس سلسلے میں وفاقی حکومت کے ساتھ مکمل تعاون کرے گی جبکہ متعلقہ اداروں کو ہدایت کی گئی کہ وہ اپنی رپورٹ جلد از جلد پیش کریں تاکہ عوامی مسائل کے حل کے لیے بروقت اقدامات کیے جا سکیں اور شہریوں کو درپیش مشکلات کا خاتمہ ممکن ہو سکے اجلاس میں فیصلہ کیا گیا کہ حکومت کی جانب سے عوام کو ریلیف فراہم کرنے کے لیے اقدامات کیے جائیں گے اور صوبائی حکومت اس سلسلے میں وفاقی حکومت کے ساتھ مکمل تعاون کرے گی جبکہ متعلقہ اداروں کو ہدایت کی گئی کہ وہ اپنی رپورٹ جلد از جلد پیش کریں تاکہ عوامی مسائل کے حل کے لیے بروقت اقدامات کیے جا سکیں اور شہریوں کو درپیش مشکلات کا خاتمہ ممکن ہو سکے اجلاس میں فیصلہ کیا گیا کہ حکومت کی جانب سے عوام کو ریلیف فراہم کرنے کے لیے اقدامات کیے جائیں گے اور صوبائی حکومت اس سلسلے میں وفاقی حکومت کے ساتھ مکمل تعاون کرے گی جبکہ متعلقہ اداروں کو ہدایت کی گئی کہ وہ (136, 356, 251, 912)
column-8 (8, 21, 131, 1796)
item-number: 30 (473, 975, 497, 988)
item-label: تجہیات (877, 799, 967, 812)
item-header (383, 825, 497, 838)
item-label: تجہیات (630, 833, 720, 846)
classified-item (136, 1089, 250, 1149)
item-body-text: کیے جائیں گے اور صوبائی حکومت اس سلسلے میں وفاقی حکومت کے ساتھ مکمل تعاون کرے گی جبکہ متعلقہ اداروں کو ہدایت کی گئی کہ وہ (753, 21, 868, 78)
item-label: تجہیات (383, 975, 473, 988)
item-number: 14 (720, 833, 744, 846)
item-label: تجہیات (136, 1026, 226, 1039)
